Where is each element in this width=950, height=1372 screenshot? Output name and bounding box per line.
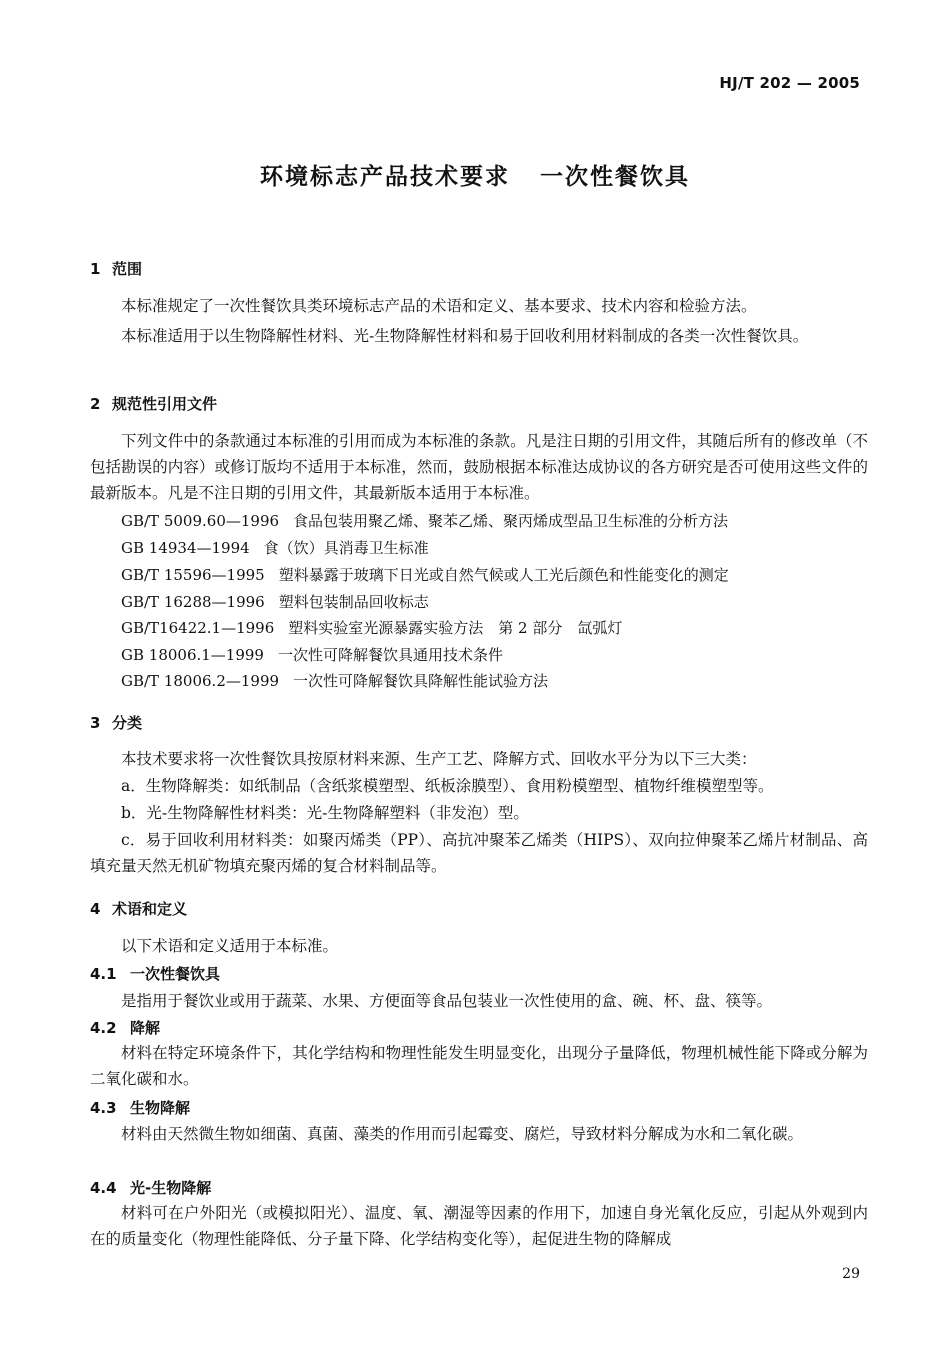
section-4-heading [90,898,187,919]
term-4-4-heading [90,1177,211,1198]
term-number: 4.1 [90,965,117,983]
reference-title: 塑料实验室光源暴露实验方法 第 2 部分 氙弧灯 [288,619,623,637]
term-title: 光-生物降解 [130,1179,212,1197]
category-c: c．易于回收利用材料类：如聚丙烯类（PP）、高抗冲聚苯乙烯类（HIPS）、双向拉伸聚苯乙烯片材制品、高填充量天然无机矿物填充聚丙烯的复合材料制品等。 [90,831,868,875]
term-number: 4.2 [90,1019,117,1037]
reference-code: GB 18006.1—1999 [121,646,264,664]
term-4-3-heading [90,1097,190,1118]
page-number: 29 [842,1266,860,1282]
term-4-1-heading [90,963,220,984]
reference-title: 食品包装用聚乙烯、聚苯乙烯、聚丙烯成型品卫生标准的分析方法 [293,512,729,530]
section-1-paragraph-2: 本标准适用于以生物降解性材料、光-生物降解性材料和易于回收利用材料制成的各类一次性餐饮具。 [121,327,809,345]
reference-title: 塑料包装制品回收标志 [278,593,429,611]
category-a: a．生物降解类：如纸制品（含纸浆模塑型、纸板涂膜型）、食用粉模塑型、植物纤维模塑型等。 [121,777,774,795]
term-4-2-heading [90,1017,160,1038]
term-4-3-definition: 材料由天然微生物如细菌、真菌、藻类的作用而引起霉变、腐烂，导致材料分解成为水和二氧化碳。 [121,1125,804,1143]
reference-item [121,642,503,668]
term-4-1-definition: 是指用于餐饮业或用于蔬菜、水果、方便面等食品包装业一次性使用的盒、碗、杯、盘、筷等。 [121,992,773,1010]
reference-code: GB/T 16288—1996 [121,593,265,611]
reference-title: 食（饮）具消毒卫生标准 [263,539,429,557]
reference-title: 一次性可降解餐饮具通用技术条件 [277,646,503,664]
reference-code: GB/T 15596—1995 [121,566,265,584]
section-number: 1 [90,260,101,278]
standard-code: HJ/T 202 — 2005 [719,74,860,92]
document-title [0,158,950,191]
section-1-paragraph-1: 本标准规定了一次性餐饮具类环境标志产品的术语和定义、基本要求、技术内容和检验方法。 [121,297,757,315]
section-3-intro: 本技术要求将一次性餐饮具按原材料来源、生产工艺、降解方式、回收水平分为以下三大类： [121,750,757,768]
title-part-2: 一次性餐饮具 [540,164,690,190]
section-number: 2 [90,395,101,413]
section-title: 分类 [112,714,143,732]
section-number: 3 [90,714,101,732]
category-b: b．光-生物降解性材料类：光-生物降解塑料（非发泡）型。 [121,804,529,822]
reference-title: 一次性可降解餐饮具降解性能试验方法 [293,672,549,690]
section-4-intro: 以下术语和定义适用于本标准。 [121,937,339,955]
term-title: 生物降解 [130,1099,191,1117]
section-3-heading [90,712,142,733]
section-1-heading [90,258,142,279]
section-2-intro: 下列文件中的条款通过本标准的引用而成为本标准的条款。凡是注日期的引用文件，其随后所有的修改单（不包括勘误的内容）或修订版均不适用于本标准，然而，鼓励根据本标准达成协议的各方研究是否可使用这些文件的最新版本。凡是不注日期的引用文件，其最新版本适用于本标准。 [90,432,868,502]
term-title: 一次性餐饮具 [130,965,221,983]
section-2-heading [90,393,217,414]
section-title: 术语和定义 [112,900,188,918]
title-part-1: 环境标志产品技术要求 [260,164,510,190]
term-title: 降解 [130,1019,161,1037]
section-number: 4 [90,900,101,918]
section-title: 规范性引用文件 [112,395,218,413]
reference-item [121,589,429,615]
reference-item [121,615,622,641]
reference-item [121,508,728,534]
reference-item [121,562,729,588]
term-4-4-definition: 材料可在户外阳光（或模拟阳光）、温度、氧、潮湿等因素的作用下，加速自身光氧化反应，引起从外观到内在的质量变化（物理性能降低、分子量下降、化学结构变化等），起促进生物的降解成 [90,1204,868,1248]
reference-title: 塑料暴露于玻璃下日光或自然气候或人工光后颜色和性能变化的测定 [278,566,729,584]
reference-code: GB 14934—1994 [121,539,250,557]
reference-item [121,668,548,694]
reference-code: GB/T 5009.60—1996 [121,512,280,530]
section-title: 范围 [112,260,143,278]
term-number: 4.4 [90,1179,117,1197]
reference-code: GB/T 18006.2—1999 [121,672,280,690]
reference-item [121,535,429,561]
term-number: 4.3 [90,1099,117,1117]
reference-code: GB/T16422.1—1996 [121,619,275,637]
term-4-2-definition: 材料在特定环境条件下，其化学结构和物理性能发生明显变化，出现分子量降低，物理机械性能下降或分解为二氧化碳和水。 [90,1044,868,1088]
